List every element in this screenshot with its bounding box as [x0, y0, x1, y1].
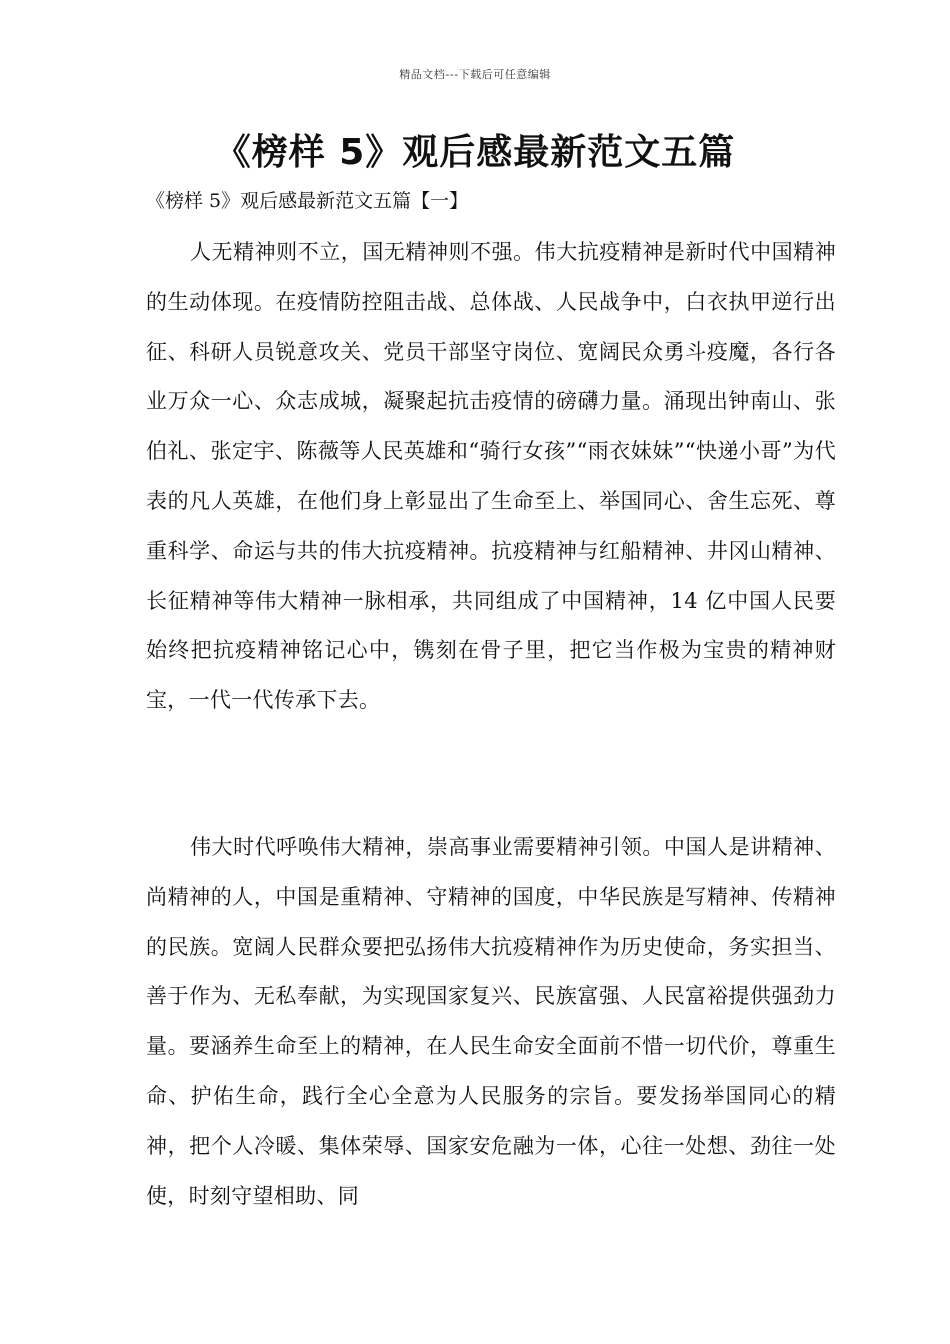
body-paragraph: 伟大时代呼唤伟大精神，崇高事业需要精神引领。中国人是讲精神、尚精神的人，中国是重精神、守精神的国度，中华民族是写精神、传精神的民族。宽阔人民群众要把弘扬伟大抗疫精神作为历史使命，务实担当、善于作为、无私奉献，为实现国家复兴、民族富强、人民富裕提供强劲力量。要涵养生命至上的精神，在人民生命安全面前不惜一切代价，尊重生命、护佑生命，践行全心全意为人民服务的宗旨。要发扬举国同心的精神，把个人冷暖、集体荣辱、国家安危融为一体，心往一处想、劲往一处使，时刻守望相助、同 [146, 835, 836, 1208]
header-note: 精品文档---下载后可任意编辑 [399, 68, 551, 81]
section-heading: 《榜样 5》观后感最新范文五篇【一】 [146, 190, 469, 212]
page-title: 《榜样 5》观后感最新范文五篇 [214, 132, 736, 173]
body-paragraph: 人无精神则不立，国无精神则不强。伟大抗疫精神是新时代中国精神的生动体现。在疫情防控阻击战、总体战、人民战争中，白衣执甲逆行出征、科研人员锐意攻关、党员干部坚守岗位、宽阔民众勇斗疫魔，各行各业万众一心、众志成城，凝聚起抗击疫情的磅礴力量。涌现出钟南山、张伯礼、张定宇、陈薇等人民英雄和“骑行女孩”“雨衣妹妹”“快递小哥”为代表的凡人英雄，在他们身上彰显出了生命至上、举国同心、舍生忘死、尊重科学、命运与共的伟大抗疫精神。抗疫精神与红船精神、井冈山精神、长征精神等伟大精神一脉相承，共同组成了中国精神，14 亿中国人民要始终把抗疫精神铭记心中，镌刻在骨子里，把它当作极为宝贵的精神财宝，一代一代传承下去。 [146, 240, 836, 713]
